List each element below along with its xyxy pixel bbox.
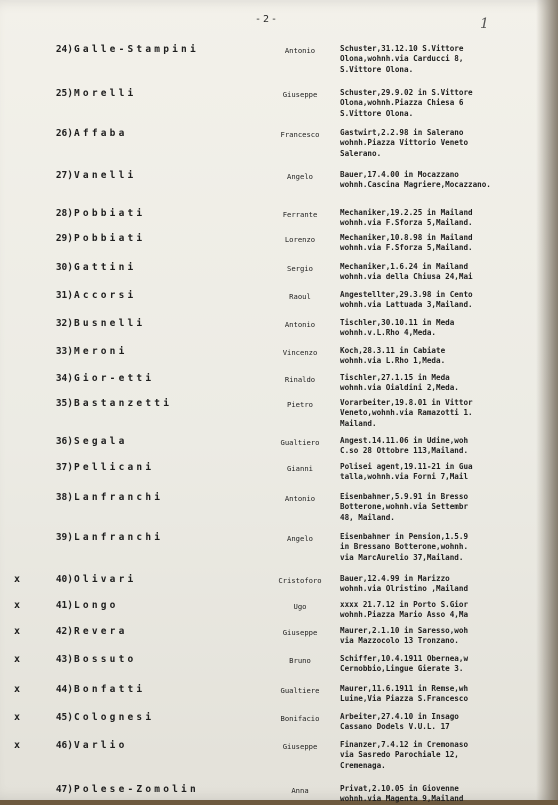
entry-given-name: Vincenzo (282, 348, 318, 357)
entry-number: 41) (55, 600, 73, 611)
entry-given-name: Angelo (287, 534, 313, 543)
entry-details: Bauer,12.4.99 in Marizzo wohnh.via Olristino ,Mailand (340, 574, 469, 594)
entry-details: Angestellter,29.3.98 in Cento wohnh.via Lattuada 3,Mailand. (340, 290, 473, 310)
entry-number: 44) (55, 684, 73, 695)
entry-surname: Revera (74, 626, 128, 637)
entry-number: 30) (55, 262, 73, 273)
entry-number: 40) (55, 574, 73, 585)
entry-surname: Colognesi (74, 712, 155, 723)
entry-given-name: Giuseppe (282, 90, 318, 99)
entry-number: 25) (55, 88, 73, 99)
entry-surname: Lanfranchi (74, 492, 164, 503)
entry-given-name: Antonio (284, 46, 316, 55)
entry-surname: Varlio (74, 740, 128, 751)
entry-details: Eisenbahner,5.9.91 in Bresso Botterone,wohnh.via Settembr 48, Mailand. (340, 492, 469, 522)
entry-surname: Pobbiati (74, 208, 146, 219)
entry-given-name: Ferrante (282, 210, 318, 219)
entry-given-name: Rinaldo (284, 375, 316, 384)
entry-given-name: Anna (291, 786, 309, 795)
entry-marker: x (14, 654, 21, 665)
entry-surname: Bastanzetti (74, 398, 173, 409)
entry-details: Bauer,17.4.00 in Mocazzano wohnh.Cascina Magriere,Mocazzano. (340, 170, 491, 190)
entry-details: Schiffer,10.4.1911 Obernea,w Cernobbio,Lingue Gierate 3. (340, 654, 469, 674)
entry-marker: x (14, 574, 21, 585)
entry-surname: Bonfatti (74, 684, 146, 695)
entry-surname: Busnelli (74, 318, 146, 329)
entry-details: Maurer,2.1.10 in Saresso,woh via Mazzocolo 13 Tronzano. (340, 626, 469, 646)
entry-details: xxxx 21.7.12 in Porto S.Gior wohnh.Piazza Mario Asso 4,Ma (340, 600, 469, 620)
entry-details: Mechaniker,1.6.24 in Mailand wohnh.via della Chiusa 24,Mai (340, 262, 473, 282)
entry-details: Schuster,31.12.10 S.Vittore Olona,wohnh.via Carducci 8, S.Vittore Olona. (340, 44, 464, 74)
entry-details: Schuster,29.9.02 in S.Vittore Olona,wohnh.Piazza Chiesa 6 S.Vittore Olona. (340, 88, 473, 118)
entry-surname: Polese-Zomolin (74, 784, 199, 795)
entry-surname: Longo (74, 600, 119, 611)
entry-given-name: Gianni (287, 464, 313, 473)
entry-number: 43) (55, 654, 73, 665)
entry-details: Gastwirt,2.2.98 in Salerano wohnh.Piazza Vittorio Veneto Salerano. (340, 128, 469, 158)
entry-details: Arbeiter,27.4.10 in Insago Cassano Dodels V.U.L. 17 (340, 712, 459, 732)
entry-surname: Accorsi (74, 290, 137, 301)
entry-details: Maurer,11.6.1911 in Remse,wh Luine,Via Piazza S.Francesco (340, 684, 469, 704)
entry-number: 47) (55, 784, 73, 795)
entry-details: Eisenbahner in Pension,1.5.9 in Bressano Botterone,wohnh. via MarcAurelio 37,Mailand. (340, 532, 469, 562)
entry-given-name: Cristoforo (278, 576, 322, 585)
entry-surname: Olivari (74, 574, 137, 585)
entry-number: 36) (55, 436, 73, 447)
entry-surname: Gattini (74, 262, 137, 273)
entry-surname: Meroni (74, 346, 128, 357)
entry-given-name: Sergio (287, 264, 313, 273)
entry-number: 33) (55, 346, 73, 357)
entry-marker: x (14, 684, 21, 695)
entry-number: 34) (55, 373, 73, 384)
entry-number: 31) (55, 290, 73, 301)
entry-details: Angest.14.11.06 in Udine,woh C.so 28 Ottobre 113,Mailand. (340, 436, 469, 456)
entry-given-name: Giuseppe (282, 742, 318, 751)
entry-details: Finanzer,7.4.12 in Cremonaso via Sasredo Parochiale 12, Cremenaga. (340, 740, 469, 770)
entry-marker: x (14, 600, 21, 611)
page-edge-shadow (536, 0, 558, 800)
entry-number: 46) (55, 740, 73, 751)
entry-surname: Lanfranchi (74, 532, 164, 543)
entry-number: 39) (55, 532, 73, 543)
entry-number: 26) (55, 128, 73, 139)
entry-surname: Gior-etti (74, 373, 155, 384)
entry-number: 32) (55, 318, 73, 329)
entry-given-name: Bruno (289, 656, 311, 665)
entry-given-name: Gualtiere (280, 686, 320, 695)
entry-surname: Morelli (74, 88, 137, 99)
entry-number: 28) (55, 208, 73, 219)
entry-marker: x (14, 740, 21, 751)
entry-given-name: Raoul (289, 292, 311, 301)
entry-given-name: Angelo (287, 172, 313, 181)
entry-number: 42) (55, 626, 73, 637)
entry-given-name: Giuseppe (282, 628, 318, 637)
entry-given-name: Francesco (280, 130, 320, 139)
entry-details: Vorarbeiter,19.8.01 in Vittor Veneto,wohnh.via Ramazotti 1. Mailand. (340, 398, 473, 428)
entry-given-name: Ugo (293, 602, 307, 611)
entry-surname: Pellicani (74, 462, 155, 473)
entry-number: 38) (55, 492, 73, 503)
entry-surname: Affaba (74, 128, 128, 139)
entry-details: Mechaniker,10.8.98 in Mailand wohnh.via F.Sforza 5,Mailand. (340, 233, 473, 253)
entry-given-name: Bonifacio (280, 714, 320, 723)
entry-number: 24) (55, 44, 73, 55)
page-mark: 1 (480, 16, 489, 32)
entry-given-name: Antonio (284, 320, 316, 329)
entry-details: Koch,28.3.11 in Cabiate wohnh.via L.Rho 1,Meda. (340, 346, 446, 366)
entry-given-name: Gualtiero (280, 438, 320, 447)
entry-number: 45) (55, 712, 73, 723)
entry-number: 35) (55, 398, 73, 409)
entry-surname: Vanelli (74, 170, 137, 181)
entry-given-name: Pietro (287, 400, 313, 409)
entry-number: 27) (55, 170, 73, 181)
entry-details: Mechaniker,19.2.25 in Mailand wohnh.via F.Sforza 5,Mailand. (340, 208, 473, 228)
entry-surname: Galle-Stampini (74, 44, 199, 55)
entry-details: Privat,2.10.05 in Giovenne wohnh.via Magenta 9,Mailand (340, 784, 464, 804)
entry-details: Polisei agent,19.11-21 in Gua talla,wohnh.via Forni 7,Mail (340, 462, 473, 482)
entry-marker: x (14, 626, 21, 637)
entry-marker: x (14, 712, 21, 723)
entry-number: 37) (55, 462, 73, 473)
page-header: -2- (255, 14, 280, 25)
entry-given-name: Lorenzo (284, 235, 316, 244)
entry-number: 29) (55, 233, 73, 244)
entry-surname: Bossuto (74, 654, 137, 665)
entry-surname: Segala (74, 436, 128, 447)
entry-details: Tischler,27.1.15 in Meda wohnh.via Oialdini 2,Meda. (340, 373, 459, 393)
entry-details: Tischler,30.10.11 in Meda wohnh.v.L.Rho 4,Meda. (340, 318, 455, 338)
entry-given-name: Antonio (284, 494, 316, 503)
entry-surname: Pobbiati (74, 233, 146, 244)
